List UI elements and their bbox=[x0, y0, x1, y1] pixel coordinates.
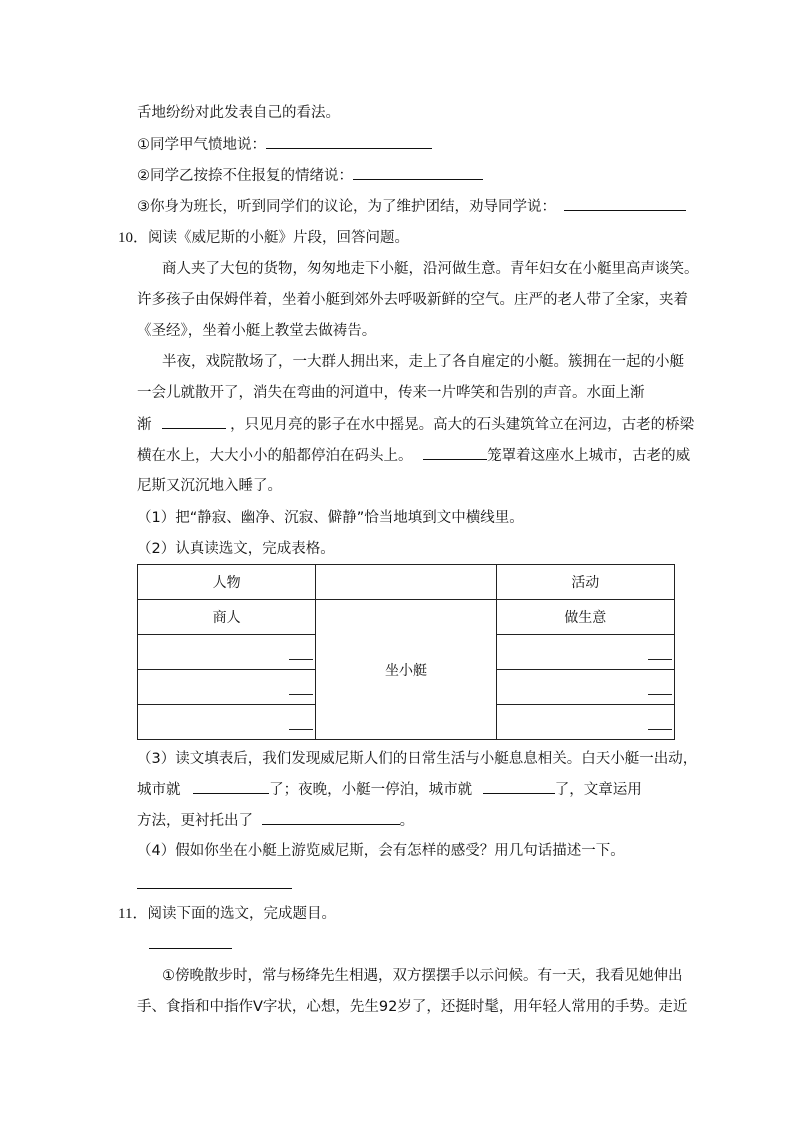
q10-passage-p2-line3 bbox=[137, 414, 694, 435]
q10-sub3-blank-1[interactable] bbox=[193, 779, 269, 794]
q10-sub3-line3 bbox=[137, 810, 414, 831]
q10-sub3-blank-3[interactable] bbox=[262, 810, 400, 825]
table-row bbox=[138, 600, 675, 635]
q10-sub3-line2 bbox=[137, 779, 642, 800]
q10-fill-blank-1[interactable] bbox=[162, 414, 226, 429]
q10-passage-p2-line3-start: 渐 bbox=[137, 417, 152, 433]
q10-activity-table bbox=[137, 564, 675, 740]
q10-passage-p2-line4-start: 横在水上，大大小小的船都停泊在码头上。 bbox=[137, 448, 413, 464]
q11-number: 11． bbox=[118, 906, 148, 922]
table-cell-activity: 做生意 bbox=[496, 600, 674, 635]
q9-item-1 bbox=[137, 134, 432, 155]
table-cell-person-blank[interactable] bbox=[138, 670, 316, 705]
q10-number: 10． bbox=[118, 230, 149, 246]
q10-sub4: （4）假如你坐在小艇上游览威尼斯，会有怎样的感受？用几句话描述一下。 bbox=[137, 843, 625, 859]
q11-passage-line1: ①傍晚散步时，常与杨绛先生相遇，双方摆摆手以示问候。有一天，我看见她伸出 bbox=[162, 968, 683, 984]
q10-sub3-line2-c: 了，文章运用 bbox=[554, 782, 642, 798]
q10-sub3-line2-b: 了；夜晚，小艇一停泊，城市就 bbox=[269, 782, 473, 798]
q11-passage-line2: 手、食指和中指作V字状，心想，先生92岁了，还挺时髦，用年轻人常用的手势。走近 bbox=[137, 999, 688, 1015]
table-header-person: 人物 bbox=[138, 565, 316, 600]
q10-sub3-line2-a: 城市就 bbox=[137, 782, 181, 798]
q10-heading bbox=[118, 228, 409, 248]
table-cell-activity-blank[interactable] bbox=[496, 705, 674, 740]
q10-passage-p1-line2: 许多孩子由保姆伴着，坐着小艇到郊外去呼吸新鲜的空气。庄严的老人带了全家，夹着 bbox=[137, 292, 688, 308]
q9-tail-text: 舌地纷纷对此发表自己的看法。 bbox=[137, 105, 340, 121]
q10-sub3-line1: （3）读文填表后，我们发现威尼斯人们的日常生活与小艇息息相关。白天小艇一出动， bbox=[137, 751, 698, 767]
table-cell-means: 坐小艇 bbox=[316, 600, 496, 740]
q10-passage-p2-line5: 尼斯又沉沉地入睡了。 bbox=[137, 478, 282, 494]
q10-sub4-answer-line[interactable] bbox=[137, 874, 292, 889]
table-header-blank[interactable] bbox=[316, 565, 496, 600]
q10-passage-p2-line1: 半夜，戏院散场了，一大群人拥出来，走上了各自雇定的小艇。簇拥在一起的小艇 bbox=[162, 354, 684, 370]
q10-sub3-line3-b: 。 bbox=[399, 813, 415, 829]
q10-sub3-line3-a: 方法，更衬托出了 bbox=[137, 813, 253, 829]
q10-sub2: （2）认真读选文，完成表格。 bbox=[137, 541, 335, 557]
q9-item-2 bbox=[137, 165, 483, 186]
q10-title: 阅读《威尼斯的小艇》片段，回答问题。 bbox=[148, 230, 410, 246]
q9-item-1-answer-blank[interactable] bbox=[266, 134, 432, 149]
table-cell-activity-blank[interactable] bbox=[496, 670, 674, 705]
q10-passage-p1-line3: 《圣经》，坐着小艇上教堂去做祷告。 bbox=[137, 323, 377, 339]
table-cell-activity-blank[interactable] bbox=[496, 635, 674, 670]
q11-title-blank[interactable] bbox=[149, 934, 232, 949]
table-header-activity: 活动 bbox=[496, 565, 674, 600]
q10-sub1: （1）把“静寂、幽净、沉寂、僻静”恰当地填到文中横线里。 bbox=[137, 510, 524, 526]
table-cell-person-blank[interactable] bbox=[138, 635, 316, 670]
q9-item-3 bbox=[137, 196, 686, 217]
q10-passage-p1-line1: 商人夹了大包的货物，匆匆地走下小艇，沿河做生意。青年妇女在小艇里高声谈笑。 bbox=[162, 261, 699, 277]
q9-item-1-label: ①同学甲气愤地说： bbox=[137, 137, 266, 153]
q10-sub3-blank-2[interactable] bbox=[483, 779, 555, 794]
q10-passage-p2-line4 bbox=[137, 445, 690, 466]
table-header-row bbox=[138, 565, 675, 600]
q10-passage-p2-line3-rest: ，只见月亮的影子在水中摇晃。高大的石头建筑耸立在河边，古老的桥梁 bbox=[230, 417, 695, 433]
q9-item-3-label: ③你身为班长，听到同学们的议论，为了维护团结，劝导同学说： bbox=[137, 199, 556, 215]
q9-item-2-label: ②同学乙按捺不住报复的情绪说： bbox=[137, 168, 353, 184]
q11-heading bbox=[118, 904, 336, 924]
q10-passage-p2-line4-rest: 笼罩着这座水上城市，古老的威 bbox=[487, 448, 691, 464]
q11-title: 阅读下面的选文，完成题目。 bbox=[147, 906, 336, 922]
q10-passage-p2-line2: 一会儿就散开了，消失在弯曲的河道中，传来一片哗笑和告别的声音。水面上渐 bbox=[137, 385, 645, 401]
table-cell-person-blank[interactable] bbox=[138, 705, 316, 740]
q9-item-3-answer-blank[interactable] bbox=[564, 196, 686, 211]
q10-fill-blank-2[interactable] bbox=[423, 445, 487, 460]
table-cell-person: 商人 bbox=[138, 600, 316, 635]
q9-item-2-answer-blank[interactable] bbox=[353, 165, 483, 180]
